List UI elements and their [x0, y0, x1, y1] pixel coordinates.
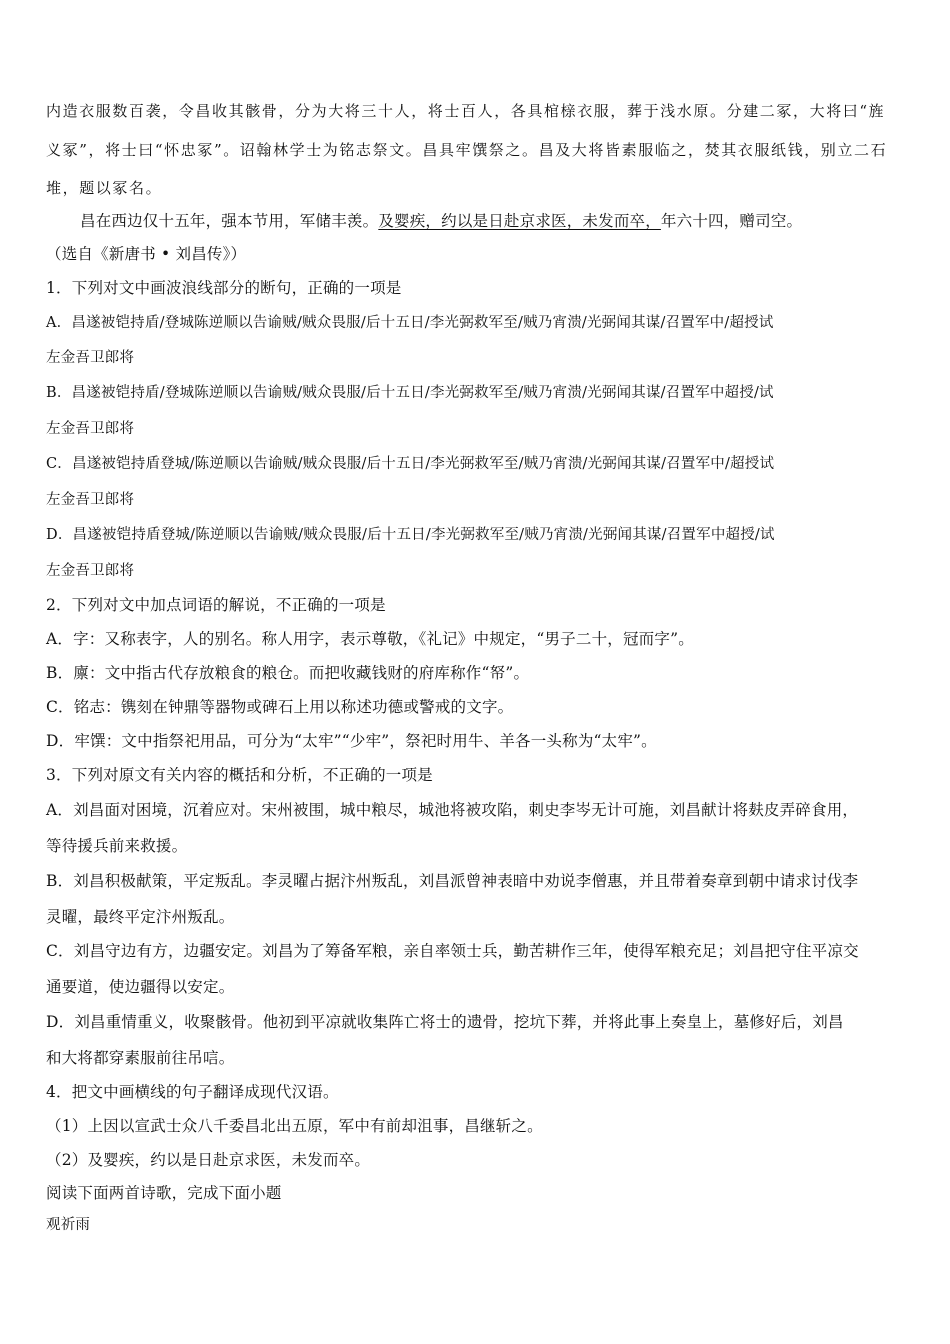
poem-title: 观祈雨	[46, 1217, 91, 1233]
passage-paragraph-2	[80, 211, 906, 231]
option-line: 左金吾卫郎将	[46, 563, 135, 579]
option-line: 等待援兵前来救援。	[46, 837, 188, 855]
option-line: C．刘昌守边有方，边疆安定。刘昌为了筹备军粮，亲自率领士兵，勤苦耕作三年，使得军粮充足；刘昌把守住平凉交	[46, 942, 859, 960]
option-line: A．昌遂被铠持盾/登城陈逆顺以告谕贼/贼众畏服/后十五日/李光弼救军至/贼乃宵溃/光弼闻其谋/召置军中/超授试	[46, 315, 774, 331]
option-line: 和大将都穿素服前往吊唁。	[46, 1049, 235, 1067]
option-line: 左金吾卫郎将	[46, 350, 135, 366]
question-stem: 3．下列对原文有关内容的概括和分析，不正确的一项是	[46, 766, 433, 784]
underlined-sentence: 及婴疾，约以是日赴京求医，未发而卒，	[378, 212, 661, 230]
option-line: A．刘昌面对困境，沉着应对。宋州被围，城中粮尽，城池将被攻陷，刺史李岑无计可施，刘昌献计将麸皮弄碎食用，	[46, 801, 859, 819]
section-intro: 阅读下面两首诗歌，完成下面小题	[46, 1184, 282, 1202]
question-stem: 2．下列对文中加点词语的解说，不正确的一项是	[46, 596, 386, 614]
passage-line: 义冢”，将士曰“怀忠冢”。诏翰林学士为铭志祭文。昌具牢馔祭之。昌及大将皆素服临之，焚其衣服纸钱，别立二石	[46, 141, 888, 159]
option-line: D．牢馔：文中指祭祀用品，可分为“太牢”“少牢”，祭祀时用牛、羊各一头称为“太牢”。	[46, 732, 657, 750]
option-line: 通要道，使边疆得以安定。	[46, 978, 235, 996]
option-line: B．刘昌积极献策，平定叛乱。李灵曜占据汴州叛乱，刘昌派曾神表暗中劝说李僧惠，并且带着奏章到朝中请求讨伐李	[46, 872, 859, 890]
option-line: B．廪：文中指古代存放粮食的粮仓。而把收藏钱财的府库称作“帑”。	[46, 664, 530, 682]
translation-item: （2）及婴疾，约以是日赴京求医，未发而卒。	[46, 1151, 371, 1169]
passage-line: 堆，题以冢名。	[46, 179, 163, 197]
translation-item: （1）上因以宣武士众八千委昌北出五原，军中有前却沮事，昌继斩之。	[46, 1117, 543, 1135]
passage-line: 内造衣服数百袭，令昌收其骸骨，分为大将三十人，将士百人，各具棺榇衣服，葬于浅水原。分建二冢，大将曰“旌	[46, 102, 886, 120]
option-line: D．刘昌重情重义，收聚骸骨。他初到平凉就收集阵亡将士的遗骨，挖坑下葬，并将此事上奏皇上，墓修好后，刘昌	[46, 1013, 844, 1031]
option-line: 左金吾卫郎将	[46, 492, 135, 508]
option-line: 灵曜，最终平定汴州叛乱。	[46, 908, 235, 926]
option-line: D．昌遂被铠持盾登城/陈逆顺以告谕贼/贼众畏服/后十五日/李光弼救军至/贼乃宵溃/光弼闻其谋/召置军中超授/试	[46, 527, 775, 543]
passage-text: 年六十四，赠司空。	[660, 212, 803, 230]
option-line: C．昌遂被铠持盾登城/陈逆顺以告谕贼/贼众畏服/后十五日/李光弼救军至/贼乃宵溃/光弼闻其谋/召置军中/超授试	[46, 456, 775, 472]
passage-source: （选自《新唐书 • 刘昌传》）	[46, 245, 247, 263]
option-line: C．铭志：镌刻在钟鼎等器物或碑石上用以称述功德或警戒的文字。	[46, 698, 514, 716]
option-line: 左金吾卫郎将	[46, 421, 135, 437]
option-line: B．昌遂被铠持盾/登城陈逆顺以告谕贼/贼众畏服/后十五日/李光弼救军至/贼乃宵溃/光弼闻其谋/召置军中超授/试	[46, 385, 774, 401]
question-stem: 1．下列对文中画波浪线部分的断句，正确的一项是	[46, 279, 402, 297]
option-line: A．字：又称表字，人的别名。称人用字，表示尊敬，《礼记》中规定，“男子二十，冠而字”。	[46, 630, 694, 648]
question-stem: 4．把文中画横线的句子翻译成现代汉语。	[46, 1083, 339, 1101]
passage-text: 昌在西边仅十五年，强本节用，军储丰羡。	[80, 212, 379, 230]
